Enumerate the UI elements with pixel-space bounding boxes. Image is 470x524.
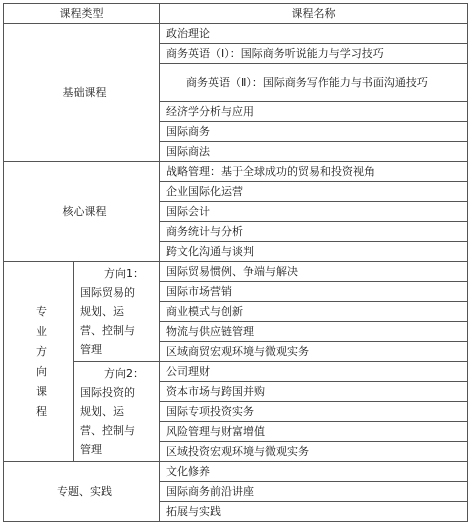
major-label-char: 专 bbox=[36, 304, 47, 318]
table-row bbox=[4, 462, 468, 482]
course-cell: 拓展与实践 bbox=[160, 502, 468, 522]
direction-title: 方向2： bbox=[104, 367, 144, 380]
direction-desc-line: 营、控制与 bbox=[80, 324, 135, 337]
course-cell: 经济学分析与应用 bbox=[160, 102, 468, 122]
course-cell: 国际商务 bbox=[160, 122, 468, 142]
course-cell: 公司理财 bbox=[160, 362, 468, 382]
course-cell: 商务统计与分析 bbox=[160, 222, 468, 242]
table-row bbox=[4, 262, 468, 282]
direction-desc-line: 规划、运 bbox=[80, 405, 124, 418]
direction-desc-line: 管理 bbox=[80, 443, 102, 456]
course-cell: 跨文化沟通与谈判 bbox=[160, 242, 468, 262]
direction-desc-line: 营、控制与 bbox=[80, 424, 135, 437]
course-cell: 战略管理：基于全球成功的贸易和投资视角 bbox=[160, 162, 468, 182]
direction-desc-line: 管理 bbox=[80, 343, 102, 356]
course-cell: 商业模式与创新 bbox=[160, 302, 468, 322]
table-row bbox=[4, 362, 468, 382]
major-label-char: 方 bbox=[36, 344, 47, 358]
curriculum-table bbox=[3, 3, 468, 522]
course-cell: 国际商务前沿讲座 bbox=[160, 482, 468, 502]
course-cell: 资本市场与跨国并购 bbox=[160, 382, 468, 402]
course-cell: 国际贸易惯例、争端与解决 bbox=[160, 262, 468, 282]
table-row bbox=[4, 24, 468, 44]
header-row bbox=[4, 4, 468, 24]
course-cell: 风险管理与财富增值 bbox=[160, 422, 468, 442]
header-course-name: 课程名称 bbox=[160, 4, 468, 24]
course-cell: 国际市场营销 bbox=[160, 282, 468, 302]
major-label-char: 向 bbox=[36, 364, 47, 378]
table-row bbox=[4, 162, 468, 182]
direction-1-cell bbox=[74, 262, 160, 362]
course-cell: 商务英语（Ⅱ）：国际商务写作能力与书面沟通技巧 bbox=[160, 64, 468, 102]
direction-desc-line: 规划、运 bbox=[80, 305, 124, 318]
major-label-char: 课 bbox=[36, 384, 47, 398]
course-cell: 文化修养 bbox=[160, 462, 468, 482]
course-cell: 国际会计 bbox=[160, 202, 468, 222]
direction-title: 方向1： bbox=[104, 267, 144, 280]
course-cell: 国际专项投资实务 bbox=[160, 402, 468, 422]
course-cell: 企业国际化运营 bbox=[160, 182, 468, 202]
group-label-practice: 专题、实践 bbox=[4, 462, 160, 522]
group-label-basic: 基础课程 bbox=[4, 24, 160, 162]
course-cell: 政治理论 bbox=[160, 24, 468, 44]
group-label-major bbox=[4, 262, 74, 462]
course-cell: 国际商法 bbox=[160, 142, 468, 162]
header-course-type: 课程类型 bbox=[4, 4, 160, 24]
course-cell: 物流与供应链管理 bbox=[160, 322, 468, 342]
major-label-char: 程 bbox=[36, 404, 47, 418]
course-cell: 区域投资宏观环境与微观实务 bbox=[160, 442, 468, 462]
group-label-core: 核心课程 bbox=[4, 162, 160, 262]
course-cell: 商务英语（Ⅰ）：国际商务听说能力与学习技巧 bbox=[160, 44, 468, 64]
direction-2-cell bbox=[74, 362, 160, 462]
major-label-char: 业 bbox=[36, 324, 47, 338]
direction-desc-line: 国际投资的 bbox=[80, 386, 135, 399]
course-cell: 区域商贸宏观环境与微观实务 bbox=[160, 342, 468, 362]
direction-desc-line: 国际贸易的 bbox=[80, 286, 135, 299]
